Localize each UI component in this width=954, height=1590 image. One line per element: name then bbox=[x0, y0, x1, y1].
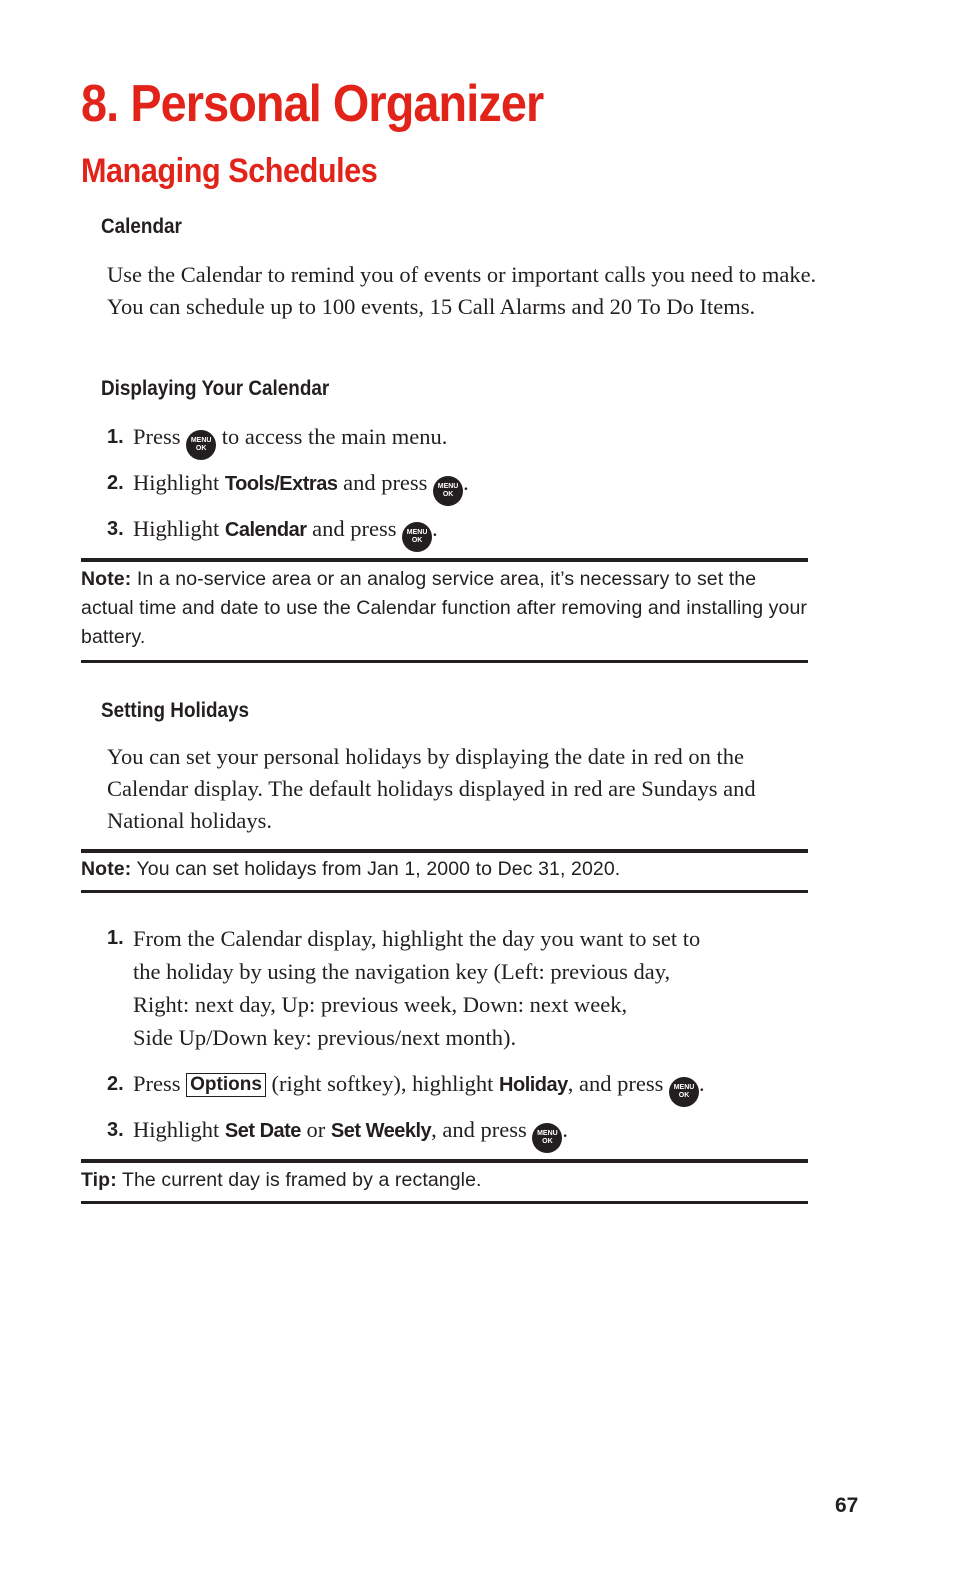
note-bottom-rule bbox=[81, 660, 808, 663]
section-title: Managing Schedules bbox=[81, 152, 378, 190]
step-text: Side Up/Down key: previous/next month). bbox=[133, 1025, 517, 1050]
menu-ok-key-icon: MENU OK bbox=[433, 476, 463, 506]
step-text: , and press bbox=[431, 1117, 533, 1142]
step-text: the holiday by using the navigation key (Left: previous day, bbox=[133, 959, 671, 984]
step-number: 3. bbox=[107, 518, 124, 540]
menu-keyword: Set Date bbox=[224, 1120, 301, 1142]
tip-label: Tip: bbox=[81, 1169, 117, 1191]
tip-bottom-rule bbox=[81, 1201, 808, 1204]
note-text: You can set holidays from Jan 1, 2000 to Dec 31, 2020. bbox=[131, 858, 621, 880]
displaying-heading: Displaying Your Calendar bbox=[101, 377, 330, 400]
menu-ok-key-icon: MENU OK bbox=[186, 430, 216, 460]
step-text: Highlight bbox=[133, 470, 225, 495]
step-number: 2. bbox=[107, 472, 124, 494]
step-text: , and press bbox=[567, 1071, 670, 1096]
step-text: . bbox=[432, 516, 438, 541]
menu-keyword: Tools/Extras bbox=[224, 473, 338, 495]
step-text: Highlight bbox=[133, 516, 225, 541]
chapter-title: 8. Personal Organizer bbox=[81, 75, 544, 133]
menu-keyword: Holiday bbox=[499, 1074, 568, 1096]
step-number: 2. bbox=[107, 1073, 124, 1095]
menu-ok-key-icon: MENU OK bbox=[532, 1123, 562, 1153]
step-number: 3. bbox=[107, 1119, 124, 1141]
step-text: . bbox=[562, 1117, 569, 1142]
step-text: Press bbox=[133, 424, 187, 449]
menu-keyword: Set Weekly bbox=[330, 1120, 432, 1142]
step-text: . bbox=[699, 1071, 705, 1096]
step-text: Highlight bbox=[133, 1117, 225, 1142]
calendar-heading: Calendar bbox=[101, 215, 182, 238]
step-text: and press bbox=[306, 516, 403, 541]
step-text: Press bbox=[133, 1071, 187, 1096]
holidays-heading: Setting Holidays bbox=[101, 699, 250, 722]
step-text: From the Calendar display, highlight the day you want to set to bbox=[133, 926, 701, 951]
step-text: or bbox=[300, 1117, 331, 1142]
tip-top-rule bbox=[81, 1159, 808, 1163]
holidays-note bbox=[81, 855, 808, 884]
note-label: Note: bbox=[81, 858, 132, 880]
menu-ok-key-icon: MENU OK bbox=[402, 522, 432, 552]
note-top-rule bbox=[81, 849, 808, 853]
options-softkey-label: Options bbox=[186, 1073, 266, 1097]
calendar-intro: Use the Calendar to remind you of events or important calls you need to make. You can schedule up to 100 events, 15 Call Alarms and 20 To Do Items. bbox=[107, 262, 817, 319]
step-text: Right: next day, Up: previous week, Down: next week, bbox=[133, 992, 628, 1017]
note-label: Note: bbox=[81, 568, 132, 590]
menu-ok-key-icon: MENU OK bbox=[669, 1077, 699, 1107]
step-text: (right softkey), highlight bbox=[265, 1071, 500, 1096]
holidays-tip bbox=[81, 1166, 808, 1195]
note-text: In a no-service area or an analog service area, it’s necessary to set the actual time and date to use the Calendar function after removing and installing your battery. bbox=[81, 568, 807, 648]
holidays-intro: You can set your personal holidays by displaying the date in red on the Calendar display. The default holidays displayed in red are Sundays and National holidays. bbox=[107, 744, 756, 833]
note-top-rule bbox=[81, 558, 808, 562]
step-text: and press bbox=[337, 470, 434, 495]
page-number: 67 bbox=[835, 1494, 859, 1517]
step-number: 1. bbox=[107, 426, 124, 448]
note-bottom-rule bbox=[81, 890, 808, 893]
tip-text: The current day is framed by a rectangle. bbox=[116, 1169, 482, 1191]
step-text: . bbox=[463, 470, 469, 495]
menu-keyword: Calendar bbox=[224, 519, 307, 541]
step-number: 1. bbox=[107, 927, 124, 949]
calendar-note bbox=[81, 565, 808, 652]
step-text: to access the main menu. bbox=[216, 424, 448, 449]
